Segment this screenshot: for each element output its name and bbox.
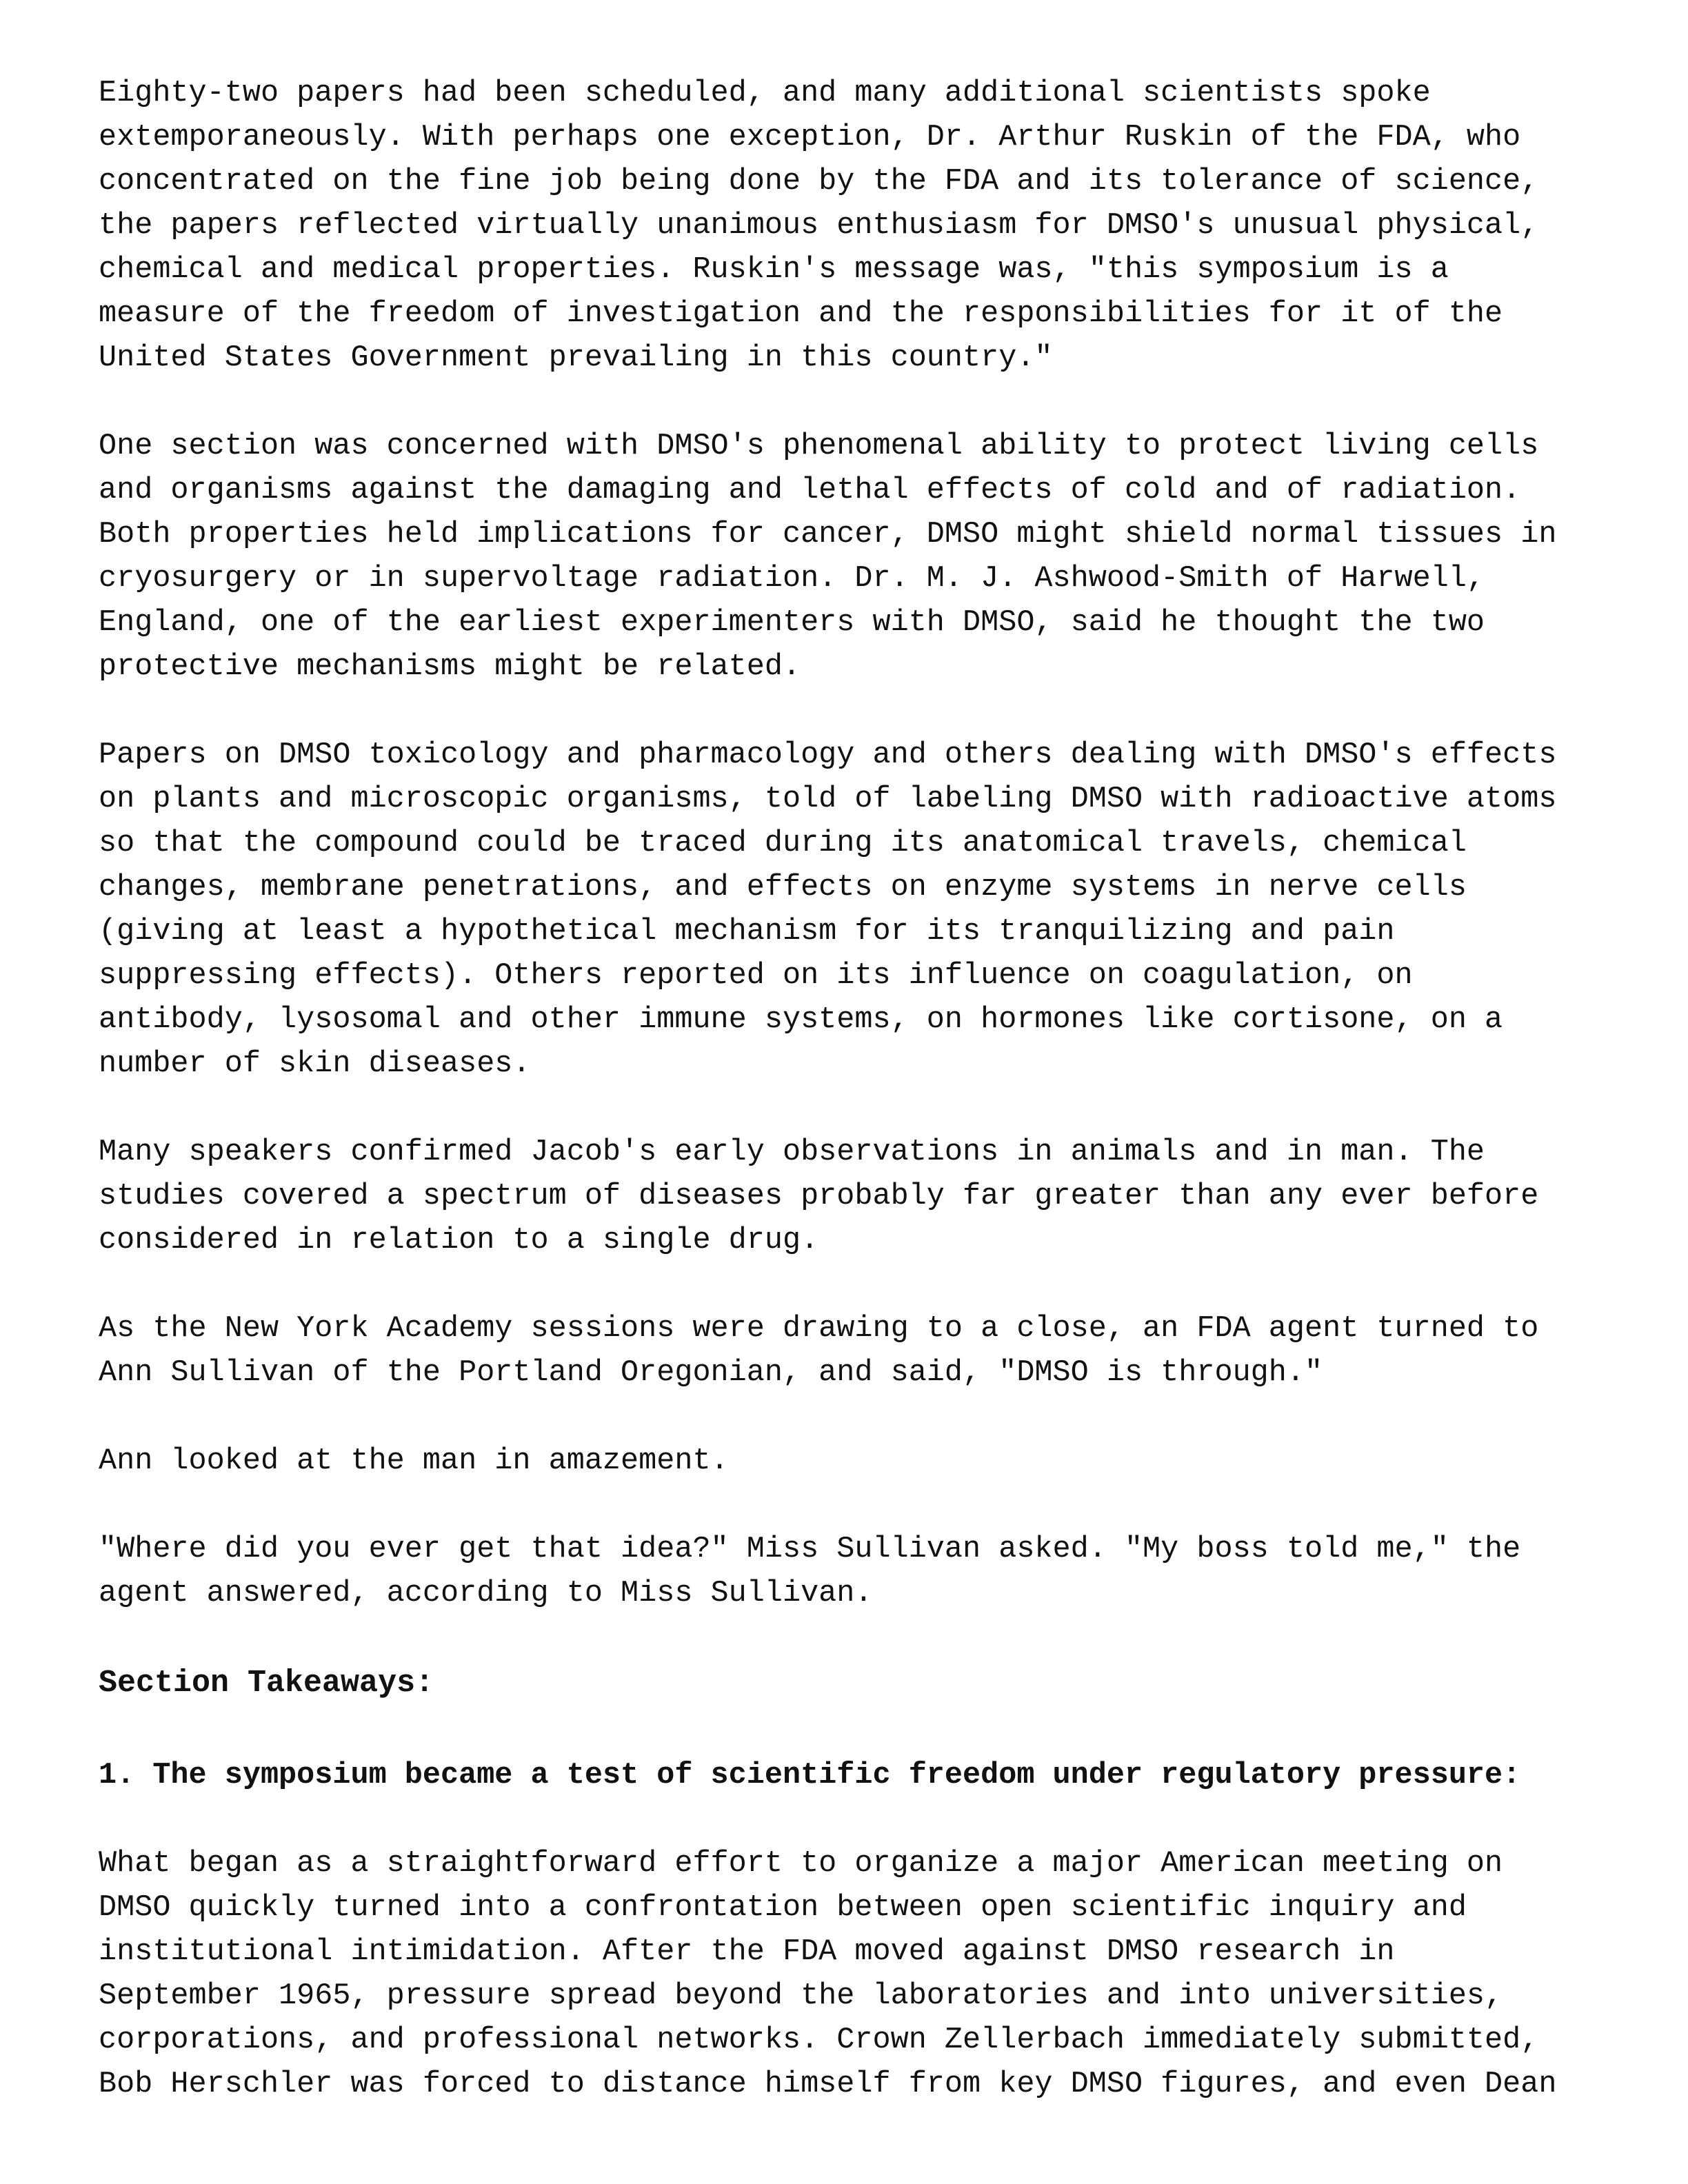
text-line: studies covered a spectrum of diseases probably far greater than any ever before (99, 1180, 1539, 1213)
text-line: number of skin diseases. (99, 1047, 531, 1081)
text-line: on plants and microscopic organisms, told of labeling DMSO with radioactive atoms (99, 782, 1557, 816)
text-line: so that the compound could be traced during its anatomical travels, chemical (99, 827, 1467, 860)
text-line: Ann looked at the man in amazement. (99, 1444, 729, 1478)
text-line: United States Government prevailing in this country." (99, 341, 1053, 375)
paragraph-toxicology-papers (99, 734, 1616, 1086)
paragraph-speakers-confirmed (99, 1131, 1616, 1263)
text-line: chemical and medical properties. Ruskin's message was, "this symposium is a (99, 253, 1449, 287)
takeaway-item-body (99, 1842, 1616, 2107)
text-line: One section was concerned with DMSO's phenomenal ability to protect living cells (99, 429, 1539, 463)
text-line: Both properties held implications for cancer, DMSO might shield normal tissues in (99, 518, 1557, 552)
text-line: Many speakers confirmed Jacob's early observations in animals and in man. The (99, 1135, 1485, 1169)
text-line: As the New York Academy sessions were drawing to a close, an FDA agent turned to (99, 1312, 1539, 1346)
text-line: measure of the freedom of investigation and the responsibilities for it of the (99, 297, 1503, 331)
paragraph-protective-ability (99, 425, 1616, 689)
text-line: corporations, and professional networks. Crown Zellerbach immediately submitted, (99, 2023, 1539, 2057)
text-line: England, one of the earliest experimenters with DMSO, said he thought the two (99, 606, 1485, 640)
text-line: cryosurgery or in supervoltage radiation. Dr. M. J. Ashwood-Smith of Harwell, (99, 562, 1485, 596)
text-line: the papers reflected virtually unanimous enthusiasm for DMSO's unusual physical, (99, 209, 1539, 243)
text-line: DMSO quickly turned into a confrontation between open scientific inquiry and (99, 1891, 1467, 1925)
paragraph-papers-scheduled (99, 72, 1616, 381)
document-page (99, 72, 1616, 2107)
paragraph-boss-told-me (99, 1528, 1616, 1616)
text-line: Papers on DMSO toxicology and pharmacology and others dealing with DMSO's effects (99, 738, 1557, 772)
text-line: suppressing effects). Others reported on its influence on coagulation, on (99, 959, 1413, 993)
text-line: (giving at least a hypothetical mechanism for its tranquilizing and pain (99, 915, 1395, 949)
text-line: What began as a straightforward effort to organize a major American meeting on (99, 1847, 1503, 1881)
takeaway-item-title: 1. The symposium became a test of scientific freedom under regulatory pressure: (99, 1759, 1521, 1792)
text-line: "Where did you ever get that idea?" Miss Sullivan asked. "My boss told me," the (99, 1533, 1521, 1566)
text-line: agent answered, according to Miss Sullivan. (99, 1577, 873, 1610)
text-line: and organisms against the damaging and lethal effects of cold and of radiation. (99, 474, 1521, 507)
text-line: institutional intimidation. After the FDA moved against DMSO research in (99, 1935, 1395, 1969)
text-line: September 1965, pressure spread beyond the laboratories and into universities, (99, 1979, 1503, 2013)
text-line: protective mechanisms might be related. (99, 650, 801, 684)
paragraph-ann-amazement (99, 1439, 1616, 1484)
section-takeaways-heading: Section Takeaways: (99, 1666, 434, 1701)
text-line: antibody, lysosomal and other immune systems, on hormones like cortisone, on a (99, 1003, 1503, 1037)
paragraph-fda-agent (99, 1307, 1616, 1395)
text-line: Bob Herschler was forced to distance himself from key DMSO figures, and even Dean (99, 2067, 1557, 2101)
text-line: Ann Sullivan of the Portland Oregonian, and said, "DMSO is through." (99, 1356, 1323, 1390)
text-line: considered in relation to a single drug. (99, 1224, 819, 1257)
text-line: changes, membrane penetrations, and effects on enzyme systems in nerve cells (99, 871, 1467, 904)
text-line: extemporaneously. With perhaps one exception, Dr. Arthur Ruskin of the FDA, who (99, 121, 1521, 154)
text-line: Eighty-two papers had been scheduled, and many additional scientists spoke (99, 77, 1431, 110)
text-line: concentrated on the fine job being done by the FDA and its tolerance of science, (99, 165, 1539, 199)
